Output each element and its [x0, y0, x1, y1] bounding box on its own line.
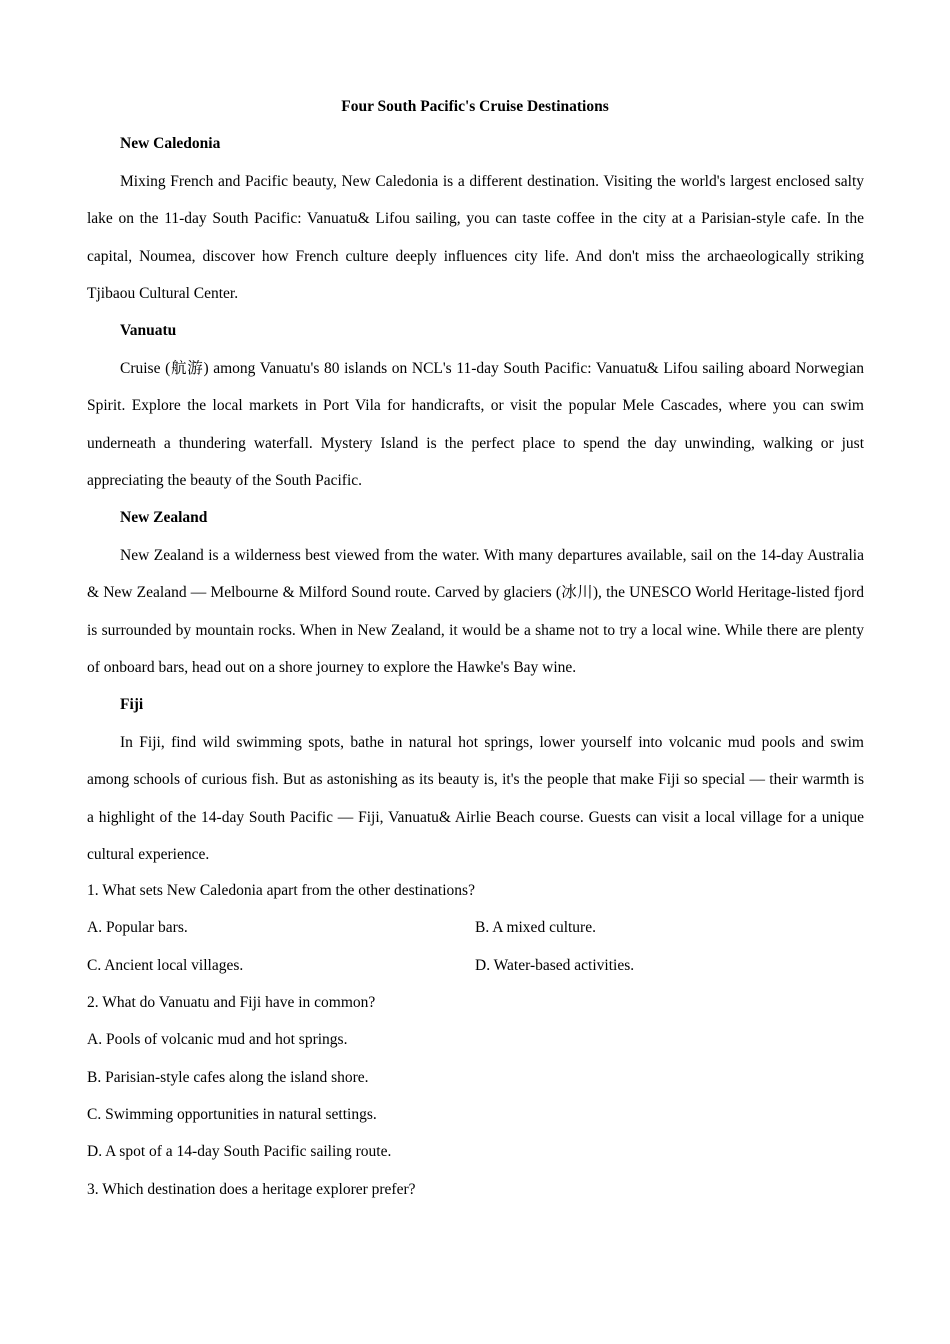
question-2-option-b: B. Parisian-style cafes along the island shore. — [87, 1069, 369, 1086]
page-title: Four South Pacific's Cruise Destinations — [341, 98, 609, 115]
question-2-option-a: A. Pools of volcanic mud and hot springs. — [87, 1031, 348, 1048]
question-2-option-c: C. Swimming opportunities in natural settings. — [87, 1106, 377, 1123]
question-1-option-b: B. A mixed culture. — [475, 919, 596, 936]
question-1-option-a: A. Popular bars. — [87, 919, 188, 936]
section-body-vanuatu: Cruise (航游) among Vanuatu's 80 islands on NCL's 11-day South Pacific: Vanuatu& Lifou sailing aboard Norwegian Spirit. Explore the local markets in Port Vila for handicrafts, or visit the popular Mele Cascades, where you can swim underneath a thundering waterfall. Mystery Island is the perfect place to spend the day unwinding, walking or just appreciating the beauty of the South Pacific. — [87, 360, 864, 489]
section-heading-vanuatu: Vanuatu — [120, 322, 177, 339]
section-heading-new-caledonia: New Caledonia — [120, 135, 221, 152]
section-body-fiji: In Fiji, find wild swimming spots, bathe in natural hot springs, lower yourself into volcanic mud pools and swim among schools of curious fish. But as astonishing as its beauty is, it's the people that make Fiji so special — their warmth is a highlight of the 14-day South Pacific — Fiji, Vanuatu& Airlie Beach course. Guests can visit a local village for a unique cultural experience. — [87, 734, 864, 863]
section-heading-fiji: Fiji — [120, 696, 144, 713]
question-1-option-d: D. Water-based activities. — [475, 957, 635, 974]
section-body-new-caledonia: Mixing French and Pacific beauty, New Caledonia is a different destination. Visiting the world's largest enclosed salty lake on the 11-day South Pacific: Vanuatu& Lifou sailing, you can taste coffee in the city at a Parisian-style cafe. In the capital, Noumea, discover how French culture deeply influences city life. And don't miss the archaeologically striking Tjibaou Cultural Center. — [87, 173, 864, 302]
section-body-new-zealand: New Zealand is a wilderness best viewed from the water. With many departures available, sail on the 14-day Australia & New Zealand — Melbourne & Milford Sound route. Carved by glaciers (冰川), the UNESCO World Heritage-listed fjord is surrounded by mountain rocks. When in New Zealand, it would be a shame not to try a local wine. While there are plenty of onboard bars, head out on a shore journey to explore the Hawke's Bay wine. — [87, 547, 864, 676]
question-2-prompt: 2. What do Vanuatu and Fiji have in common? — [87, 994, 376, 1011]
question-1-option-c: C. Ancient local villages. — [87, 957, 244, 974]
section-heading-new-zealand: New Zealand — [120, 509, 208, 526]
question-1-prompt: 1. What sets New Caledonia apart from the other destinations? — [87, 882, 475, 899]
question-2-option-d: D. A spot of a 14-day South Pacific sailing route. — [87, 1143, 392, 1160]
question-3-prompt: 3. Which destination does a heritage explorer prefer? — [87, 1181, 416, 1198]
